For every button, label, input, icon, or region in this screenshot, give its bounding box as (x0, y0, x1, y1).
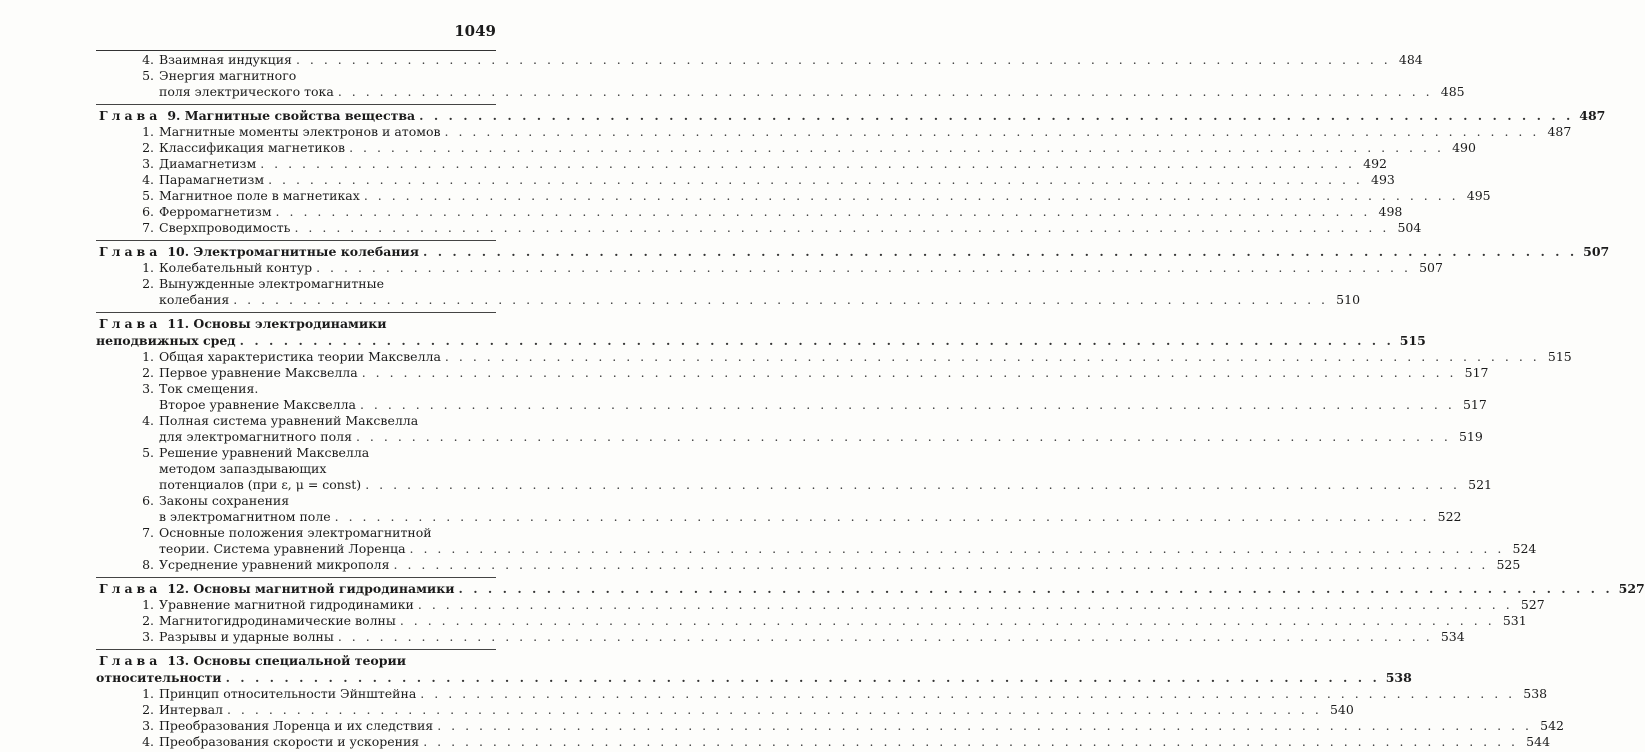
entry-title-text: Принцип относительности Эйнштейна (159, 686, 417, 701)
toc-section[interactable] (96, 557, 1521, 573)
entry-title-text: Разрывы и ударные волны (159, 629, 334, 644)
chapter-line (96, 580, 1645, 597)
page-ref: 527 (1520, 597, 1545, 612)
entry-line (159, 461, 1492, 477)
toc-section[interactable] (96, 493, 1462, 525)
section-title (159, 686, 1547, 702)
section-title (159, 557, 1520, 573)
entry-title-text: Решение уравнений Максвелла (159, 445, 370, 460)
chapter-group (96, 240, 1610, 308)
toc-section[interactable] (96, 156, 1388, 172)
section-number: 2. (142, 613, 154, 628)
entry-line (159, 477, 1492, 493)
section-number: 1. (142, 349, 154, 364)
section-number: 5. (142, 188, 154, 203)
page-ref: 517 (1464, 365, 1489, 380)
dot-leader (394, 557, 1489, 573)
dot-leader (338, 84, 1433, 100)
entry-line (159, 188, 1491, 204)
section-number: 6. (142, 204, 154, 219)
toc-section[interactable] (96, 445, 1493, 493)
entry-title-text: Энергия магнитного (159, 68, 297, 83)
dot-leader (356, 429, 1451, 445)
chapter-title-text: 13. Основы специальной теории (167, 653, 407, 668)
entry-line (159, 541, 1536, 557)
page-ref: 542 (1540, 718, 1565, 733)
dot-leader (418, 597, 1513, 613)
dot-leader (338, 629, 1433, 645)
entry-line (159, 381, 1487, 397)
page-ref: 517 (1462, 397, 1487, 412)
toc-section[interactable] (96, 188, 1491, 204)
toc-section[interactable] (96, 413, 1483, 445)
chapter-title-text: 9. Магнитные свойства вещества (167, 108, 416, 123)
dot-leader (227, 702, 1322, 718)
section-title (159, 276, 1360, 308)
toc-section[interactable] (96, 260, 1443, 276)
entry-line (159, 686, 1547, 702)
toc-section[interactable] (96, 734, 1551, 750)
entry-title-text: Усреднение уравнений микрополя (159, 557, 390, 572)
chapter-title-text: 10. Электромагнитные колебания (167, 244, 419, 259)
toc-section[interactable] (96, 597, 1545, 613)
page-ref: 534 (1440, 629, 1465, 644)
page-ref: 510 (1336, 292, 1361, 307)
dot-leader (294, 220, 1389, 236)
section-number: 7. (142, 220, 154, 235)
page-ref: 521 (1468, 477, 1493, 492)
section-title (159, 260, 1443, 276)
entry-title-text: Преобразования Лоренца и их следствия (159, 718, 434, 733)
entry-title-text: Уравнение магнитной гидродинамики (159, 597, 414, 612)
chapter-line (96, 669, 1412, 686)
entry-title-text: Полная система уравнений Максвелла (159, 413, 419, 428)
section-title (159, 68, 1465, 100)
entry-title-text: Вынужденные электромагнитные (159, 276, 384, 291)
chapter-heading[interactable] (96, 240, 1610, 260)
entry-title-text: поля электрического тока (159, 84, 334, 99)
entry-line (159, 397, 1487, 413)
table-of-contents (96, 52, 1645, 752)
chapter-line (96, 332, 1426, 349)
entry-line (159, 204, 1402, 220)
section-number: 4. (142, 172, 154, 187)
section-title (159, 172, 1395, 188)
entry-title-text: Второе уравнение Максвелла (159, 397, 356, 412)
dot-leader (423, 243, 1577, 260)
toc-section[interactable] (96, 68, 1465, 100)
entry-title-text: Интервал (159, 702, 223, 717)
dot-leader (316, 260, 1411, 276)
entry-title-text: Сверхпроводимость (159, 220, 291, 235)
entry-title-text: методом запаздывающих (159, 461, 327, 476)
entry-title-text: Колебательный контур (159, 260, 313, 275)
chapter-group (96, 577, 1645, 645)
entry-line (159, 597, 1545, 613)
page-ref: 515 (1547, 349, 1572, 364)
section-title (159, 493, 1461, 525)
dot-leader (364, 188, 1459, 204)
page-ref: 492 (1363, 156, 1388, 171)
section-title (159, 525, 1536, 557)
entry-line (159, 702, 1354, 718)
chapter-label: Глава (99, 108, 162, 123)
toc-section[interactable] (96, 349, 1572, 365)
chapter-label: Глава (99, 316, 162, 331)
section-title (159, 188, 1491, 204)
dot-leader (445, 349, 1540, 365)
chapter-heading[interactable] (96, 312, 1426, 349)
entry-line (159, 413, 1483, 429)
chapter-label: Глава (99, 653, 162, 668)
chapter-line (96, 107, 1606, 124)
chapter-line (96, 243, 1610, 260)
page-number: 1049 (454, 22, 496, 40)
section-number: 1. (142, 260, 154, 275)
section-title (159, 349, 1572, 365)
section-title (159, 613, 1527, 629)
page-ref: 490 (1452, 140, 1476, 155)
section-title (159, 702, 1354, 718)
dot-leader (445, 124, 1540, 140)
toc-section[interactable] (96, 702, 1354, 718)
dot-leader (459, 580, 1613, 597)
dot-leader (410, 541, 1505, 557)
toc-section[interactable] (96, 381, 1487, 413)
entry-line (159, 172, 1395, 188)
section-number: 3. (142, 156, 154, 171)
section-title (159, 220, 1421, 236)
page-ref: 524 (1512, 541, 1537, 556)
entry-title-text: Магнитное поле в магнетиках (159, 188, 360, 203)
page-ref: 519 (1458, 429, 1483, 444)
dot-leader (226, 669, 1380, 686)
page-ref: 522 (1437, 509, 1462, 524)
dot-leader (260, 156, 1355, 172)
dot-leader (276, 204, 1371, 220)
page-ref: 507 (1583, 244, 1610, 259)
entry-title-text: Диамагнетизм (159, 156, 257, 171)
entry-line (159, 156, 1387, 172)
section-title (159, 381, 1487, 413)
dot-leader (268, 172, 1363, 188)
section-number: 6. (142, 493, 154, 508)
dot-leader (335, 509, 1430, 525)
dot-leader (423, 734, 1518, 750)
page-ref: 495 (1466, 188, 1491, 203)
section-number: 4. (142, 413, 154, 428)
entry-title-text: Ферромагнетизм (159, 204, 272, 219)
entry-line (159, 349, 1572, 365)
section-number: 7. (142, 525, 154, 540)
section-title (159, 156, 1387, 172)
page-ref: 525 (1496, 557, 1521, 572)
entry-title-text: Взаимная индукция (159, 52, 292, 67)
dot-leader (349, 140, 1444, 156)
page-ref: 498 (1378, 204, 1403, 219)
section-number: 5. (142, 445, 154, 460)
dot-leader (419, 107, 1573, 124)
entry-title-text: Парамагнетизм (159, 172, 265, 187)
section-number: 8. (142, 557, 154, 572)
chapter-heading[interactable] (96, 104, 1606, 124)
dot-leader (233, 292, 1328, 308)
entry-title-text: Основные положения электромагнитной (159, 525, 432, 540)
page-ref: 487 (1579, 108, 1606, 123)
section-title (159, 597, 1545, 613)
entry-line (159, 52, 1423, 68)
section-number: 3. (142, 718, 154, 733)
entry-line (159, 365, 1489, 381)
dot-leader (420, 686, 1515, 702)
section-number: 4. (142, 734, 154, 749)
section-title (159, 124, 1571, 140)
chapter-label: Глава (99, 581, 162, 596)
chapter-title-text: неподвижных сред (96, 333, 236, 348)
toc-section[interactable] (96, 124, 1572, 140)
section-title (159, 140, 1476, 156)
toc-section[interactable] (96, 204, 1403, 220)
entry-line (159, 292, 1360, 308)
toc-section[interactable] (96, 686, 1548, 702)
dot-leader (365, 477, 1460, 493)
entry-line (159, 124, 1571, 140)
entry-line (159, 525, 1536, 541)
section-number: 1. (142, 124, 154, 139)
section-title (159, 365, 1489, 381)
entry-title-text: для электромагнитного поля (159, 429, 352, 444)
toc-section[interactable] (96, 718, 1565, 734)
entry-line (159, 509, 1461, 525)
section-title (159, 204, 1402, 220)
chapter-heading[interactable] (96, 577, 1645, 597)
section-number: 2. (142, 702, 154, 717)
entry-line (159, 629, 1465, 645)
entry-line (159, 493, 1461, 509)
page-ref: 487 (1547, 124, 1572, 139)
section-number: 2. (142, 365, 154, 380)
section-title (159, 629, 1465, 645)
chapter-title-text: 12. Основы магнитной гидродинамики (167, 581, 455, 596)
chapter-title-text: 11. Основы электродинамики (167, 316, 387, 331)
chapter-line (96, 652, 496, 669)
dot-leader (437, 718, 1532, 734)
entry-title-text: Общая характеристика теории Максвелла (159, 349, 441, 364)
toc-section[interactable] (96, 525, 1537, 557)
entry-title-text: теории. Система уравнений Лоренца (159, 541, 406, 556)
page-ref: 493 (1371, 172, 1395, 187)
section-title (159, 445, 1492, 493)
entry-line (159, 557, 1520, 573)
chapter-line (96, 315, 496, 332)
entry-line (159, 260, 1443, 276)
entry-title-text: Магнитные моменты электронов и атомов (159, 124, 441, 139)
entry-title-text: Ток смещения. (159, 381, 259, 396)
dot-leader (296, 52, 1391, 68)
entry-title-text: потенциалов (при ε, μ = const) (159, 477, 362, 492)
entry-line (159, 429, 1483, 445)
toc-section[interactable] (96, 629, 1465, 645)
entry-line (159, 718, 1564, 734)
page-ref: 531 (1502, 613, 1527, 628)
entry-title-text: Классификация магнетиков (159, 140, 346, 155)
page-ref: 504 (1397, 220, 1422, 235)
section-number: 3. (142, 381, 154, 396)
entry-line (159, 276, 1360, 292)
page-ref: 527 (1618, 581, 1645, 596)
chapter-group (96, 649, 1565, 750)
section-number: 4. (142, 52, 154, 67)
section-title (159, 718, 1564, 734)
toc-section[interactable] (96, 276, 1361, 308)
page-ref: 507 (1419, 260, 1443, 275)
chapter-title-text: относительности (96, 670, 222, 685)
entry-title-text: в электромагнитном поле (159, 509, 331, 524)
page-ref: 484 (1398, 52, 1423, 67)
entry-title-text: Магнитогидродинамические волны (159, 613, 396, 628)
toc-section[interactable] (96, 172, 1395, 188)
section-number: 5. (142, 68, 154, 83)
section-number: 3. (142, 629, 154, 644)
page-ref: 544 (1526, 734, 1551, 749)
entry-title-text: Преобразования скорости и ускорения (159, 734, 420, 749)
toc-section[interactable] (96, 52, 1423, 68)
section-number: 1. (142, 686, 154, 701)
dot-leader (362, 365, 1457, 381)
section-number: 2. (142, 140, 154, 155)
dot-leader (400, 613, 1495, 629)
entry-line (159, 445, 1492, 461)
page-ref: 538 (1523, 686, 1548, 701)
entry-line (159, 68, 1465, 84)
toc-section[interactable] (96, 140, 1476, 156)
page-ref: 515 (1399, 333, 1426, 348)
chapter-label: Глава (99, 244, 162, 259)
entry-title-text: колебания (159, 292, 230, 307)
section-title (159, 52, 1423, 68)
chapter-heading[interactable] (96, 649, 1412, 686)
header-rule (96, 50, 496, 51)
toc-section[interactable] (96, 613, 1527, 629)
entry-line (159, 220, 1421, 236)
entry-title-text: Первое уравнение Максвелла (159, 365, 358, 380)
section-title (159, 413, 1483, 445)
section-number: 2. (142, 276, 154, 291)
page-ref: 538 (1385, 670, 1412, 685)
dot-leader (360, 397, 1455, 413)
section-number: 1. (142, 597, 154, 612)
entry-line (159, 734, 1550, 750)
toc-section[interactable] (96, 220, 1422, 236)
entry-line (159, 613, 1527, 629)
dot-leader (240, 332, 1394, 349)
chapter-group (96, 312, 1572, 573)
page-ref: 540 (1329, 702, 1354, 717)
chapter-group (96, 104, 1606, 236)
section-title (159, 734, 1550, 750)
entry-line (159, 84, 1465, 100)
entry-title-text: Законы сохранения (159, 493, 290, 508)
entry-line (159, 140, 1476, 156)
toc-section[interactable] (96, 365, 1489, 381)
page-ref: 485 (1440, 84, 1465, 99)
